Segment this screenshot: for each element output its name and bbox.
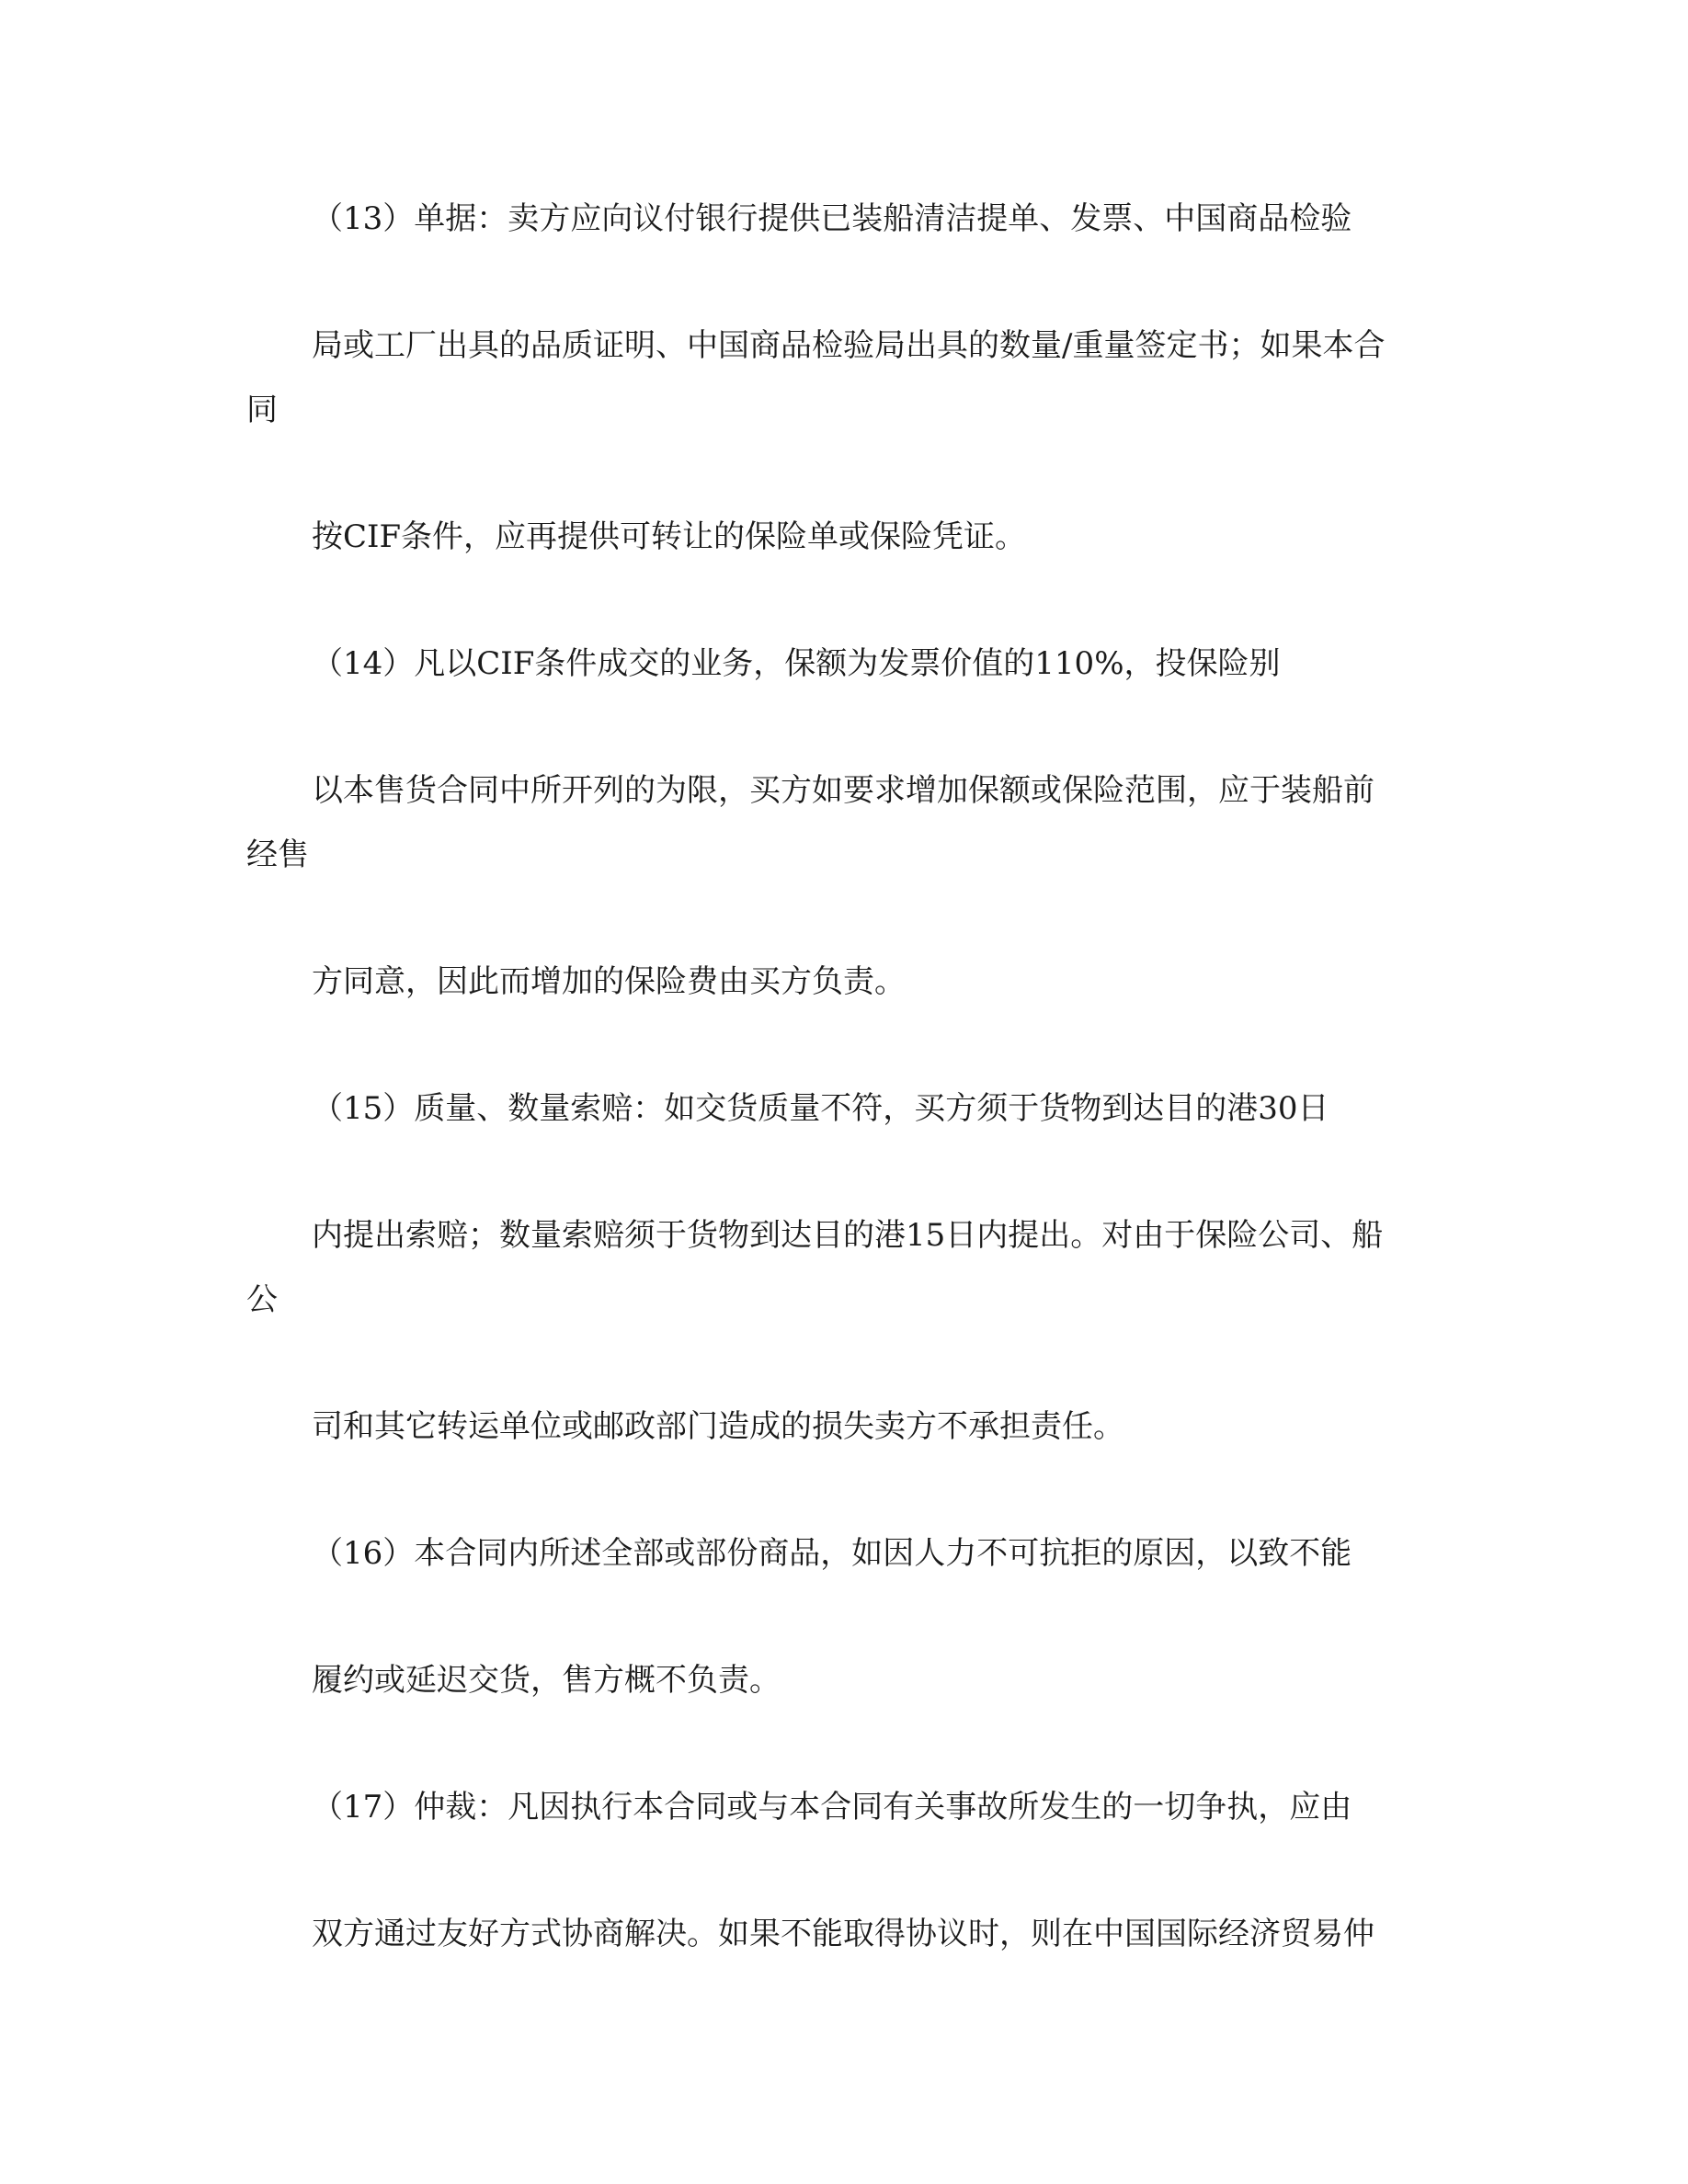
clause-13-line-2-wrap: 同 xyxy=(246,392,278,428)
clause-17-line-2: 双方通过友好方式协商解决。如果不能取得协议时，则在中国国际经济贸易仲 xyxy=(312,1916,1374,1952)
clause-14-line-2: 以本售货合同中所开列的为限，买方如要求增加保额或保险范围，应于装船前 xyxy=(312,772,1374,809)
clause-14-line-2-wrap: 经售 xyxy=(246,836,309,873)
clause-15-line-2-wrap: 公 xyxy=(246,1281,278,1318)
clause-15-line-2: 内提出索赔；数量索赔须于货物到达目的港15日内提出。对由于保险公司、船 xyxy=(312,1217,1384,1254)
clause-14-line-1: （14）凡以CIF条件成交的业务，保额为发票价值的110%，投保险别 xyxy=(312,645,1281,682)
clause-14-line-3: 方同意，因此而增加的保险费由买方负责。 xyxy=(312,963,906,1000)
clause-16-line-1: （16）本合同内所述全部或部份商品，如因人力不可抗拒的原因，以致不能 xyxy=(312,1535,1352,1572)
clause-16-line-2: 履约或延迟交货，售方概不负责。 xyxy=(312,1662,781,1699)
clause-13-line-1: （13）单据：卖方应向议付银行提供已装船清洁提单、发票、中国商品检验 xyxy=(312,200,1352,237)
clause-13-line-3: 按CIF条件，应再提供可转让的保险单或保险凭证。 xyxy=(312,518,1027,555)
clause-17-line-1: （17）仲裁：凡因执行本合同或与本合同有关事故所发生的一切争执，应由 xyxy=(312,1789,1352,1826)
clause-15-line-1: （15）质量、数量索赔：如交货质量不符，买方须于货物到达目的港30日 xyxy=(312,1090,1329,1127)
clause-13-line-2: 局或工厂出具的品质证明、中国商品检验局出具的数量/重量签定书；如果本合 xyxy=(312,327,1386,364)
clause-15-line-3: 司和其它转运单位或邮政部门造成的损失卖方不承担责任。 xyxy=(312,1408,1124,1445)
